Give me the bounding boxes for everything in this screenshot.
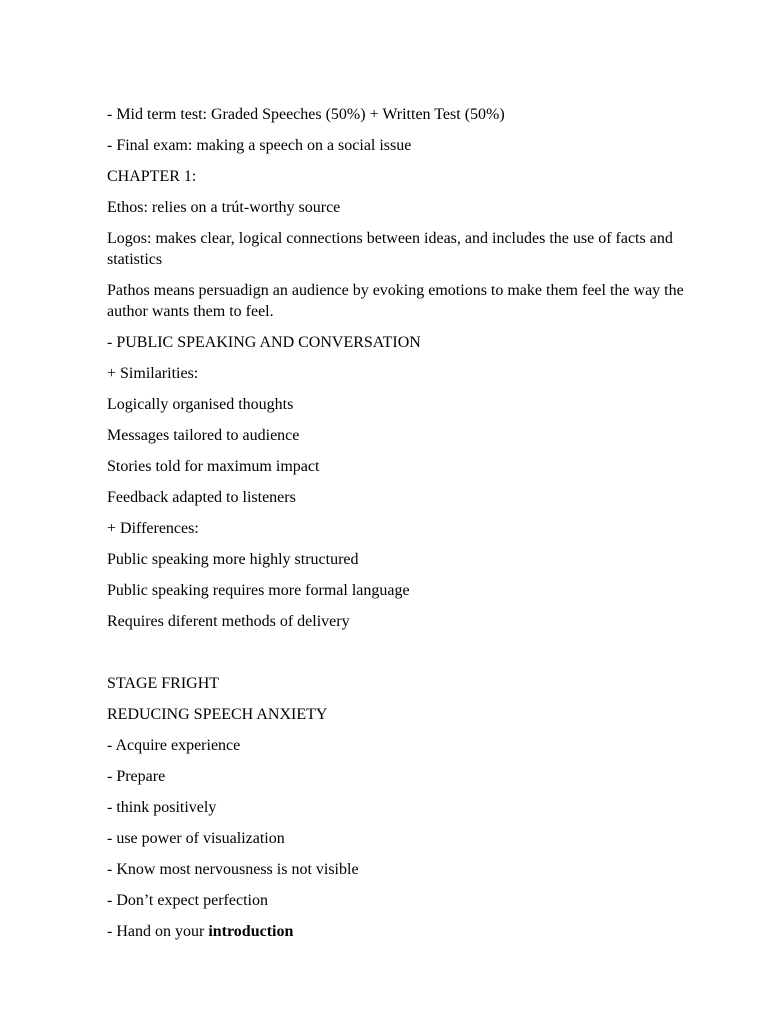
list-item: Logically organised thoughts — [107, 396, 294, 413]
list-item-introduction — [107, 921, 707, 942]
list-item: - Know most nervousness is not visible — [107, 861, 359, 878]
bold-term-introduction: introduction — [208, 923, 294, 940]
list-item-prefix: - Hand on your — [107, 923, 209, 940]
text-line-pathos: Pathos means persuadign an audience by evoking emotions to make them feel the way the author wants them to feel. — [107, 282, 684, 320]
list-item: - use power of visualization — [107, 830, 285, 847]
list-item: Feedback adapted to listeners — [107, 489, 296, 506]
document-body — [107, 104, 707, 952]
section-heading-stage-fright: STAGE FRIGHT — [107, 675, 220, 692]
list-item: Messages tailored to audience — [107, 427, 300, 444]
list-item: Public speaking requires more formal language — [107, 582, 410, 599]
subheading-differences: + Differences: — [107, 520, 199, 537]
section-heading-public-speaking: - PUBLIC SPEAKING AND CONVERSATION — [107, 334, 421, 351]
text-line-logos: Logos: makes clear, logical connections between ideas, and includes the use of facts and statistics — [107, 230, 673, 268]
text-line-ethos: Ethos: relies on a trút-worthy source — [107, 199, 341, 216]
list-item: - Acquire experience — [107, 737, 241, 754]
list-item: - Prepare — [107, 768, 166, 785]
list-item: - Don’t expect perfection — [107, 892, 268, 909]
blank-line — [107, 642, 707, 663]
text-line-exam-midterm: - Mid term test: Graded Speeches (50%) + Written Test (50%) — [107, 106, 505, 123]
section-heading-reducing-anxiety: REDUCING SPEECH ANXIETY — [107, 706, 328, 723]
list-item: Requires diferent methods of delivery — [107, 613, 350, 630]
list-item: Stories told for maximum impact — [107, 458, 320, 475]
list-item: - think positively — [107, 799, 217, 816]
list-item: Public speaking more highly structured — [107, 551, 359, 568]
chapter-heading: CHAPTER 1: — [107, 168, 197, 185]
subheading-similarities: + Similarities: — [107, 365, 199, 382]
text-line-exam-final: - Final exam: making a speech on a social issue — [107, 137, 412, 154]
